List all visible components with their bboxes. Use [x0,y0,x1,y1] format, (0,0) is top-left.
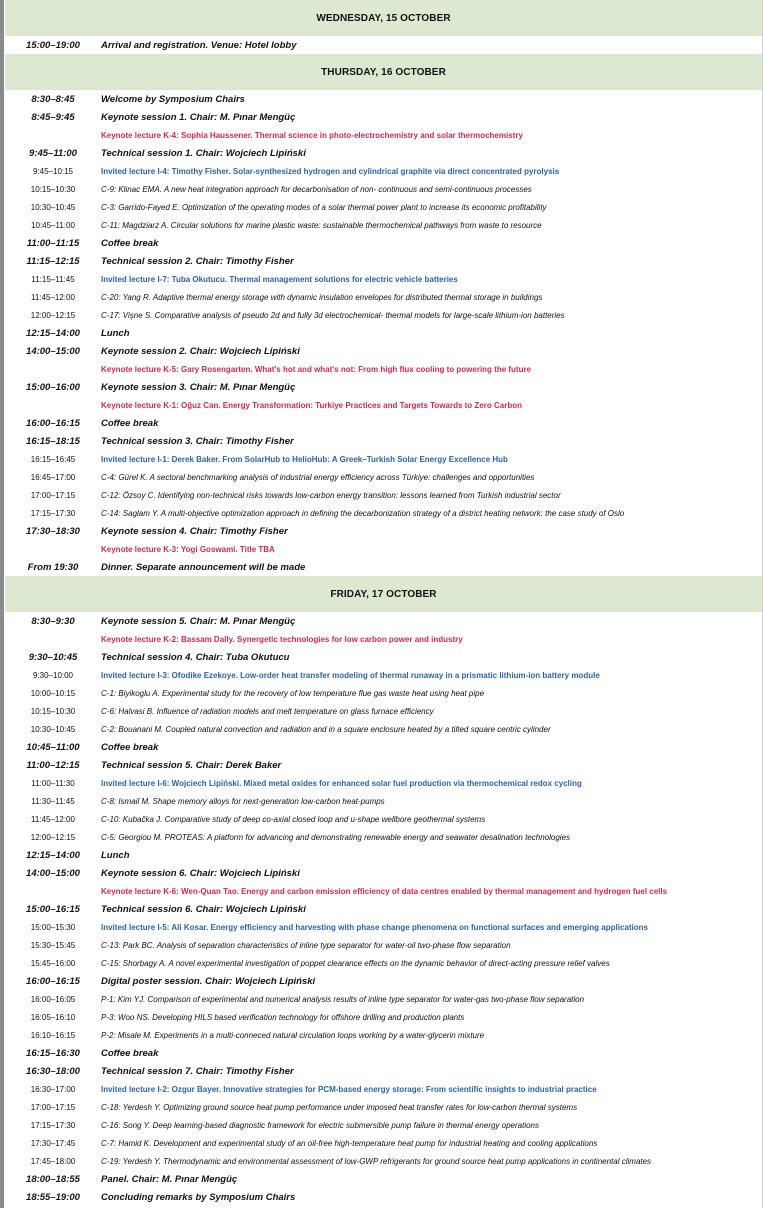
session-description: Concluding remarks by Symposium Chairs [101,1191,296,1203]
time-slot: 16:45–17:00 [30,472,76,482]
schedule-row-major [5,738,762,756]
schedule-row-major [5,234,762,252]
schedule-row-contrib [5,180,762,198]
time-slot: 16:00–16:15 [26,417,80,429]
time-slot: 16:30–18:00 [26,1065,80,1077]
schedule-row-keynote [5,630,762,648]
schedule-row-major [5,432,762,450]
schedule-row-contrib [5,792,762,810]
session-description: Keynote lecture K-5: Gary Rosengarten. What's hot and what's not: From high flux cooling to powering the future [101,364,532,374]
day-section [5,54,762,576]
session-description: Coffee break [101,741,159,753]
time-slot: 10:30–10:45 [30,724,76,734]
time-slot: 16:10–16:15 [30,1030,76,1040]
time-slot: 9:30–10:45 [28,651,78,663]
schedule-row-major [5,252,762,270]
schedule-row-major [5,378,762,396]
time-slot: 11:45–12:00 [31,814,75,824]
schedule-row-contrib [5,1026,762,1044]
schedule-row-major [5,1170,762,1188]
program-schedule [5,0,762,1206]
schedule-row-major [5,522,762,540]
schedule-row-contrib [5,720,762,738]
schedule-row-invited [5,270,762,288]
time-slot: 17:45–18:00 [30,1156,76,1166]
session-description: Arrival and registration. Venue: Hotel lobby [101,39,297,51]
session-description: Coffee break [101,417,159,429]
schedule-row-contrib [5,1098,762,1116]
session-description: Keynote lecture K-2: Bassam Dally. Synergetic technologies for low carbon power and industry [101,634,463,644]
schedule-row-contrib [5,954,762,972]
session-description: Lunch [101,327,130,339]
time-slot: 11:00–11:15 [26,237,80,249]
schedule-row-keynote [5,126,762,144]
session-description: Keynote session 6. Chair: Wojciech Lipiński [101,867,300,879]
schedule-row-major [5,90,762,108]
session-description: Invited lecture I-4: Timothy Fisher. Solar-synthesized hydrogen and cylindrical graphite via direct concentrated pyrolysis [101,166,560,176]
day-header: THURSDAY, 16 OCTOBER [5,54,762,90]
session-description: C-3: Garrido-Fayed E. Optimization of the operating modes of a solar thermal power plant to increase its economic profitability [101,202,547,212]
schedule-row-keynote [5,540,762,558]
time-slot: 12:15–14:00 [26,327,80,339]
schedule-row-invited [5,1080,762,1098]
time-slot: 14:00–15:00 [26,867,80,879]
time-slot: 11:30–11:45 [31,796,75,806]
time-slot: 11:00–11:30 [31,778,75,788]
time-slot: 16:30–17:00 [30,1084,76,1094]
time-slot: 17:15–17:30 [30,508,76,518]
schedule-row-invited [5,918,762,936]
time-slot: 10:15–10:30 [30,184,76,194]
session-description: C-10: Kubačka J. Comparative study of deep co-axial closed loop and u-shape wellbore geothermal systems [101,814,486,824]
time-slot: 12:00–12:15 [30,310,76,320]
session-description: C-14: Saglam Y. A multi-objective optimization approach in defining the decarbonization strategy of a district heating network: the case study of Oslo [101,508,625,518]
session-description: C-7: Hamid K. Development and experimental study of an oil-free high-temperature heat pump for industrial heating and cooling applications [101,1138,598,1148]
schedule-row-contrib [5,1116,762,1134]
schedule-row-contrib [5,684,762,702]
time-slot: 8:45–9:45 [31,111,75,123]
session-description: Coffee break [101,237,159,249]
session-description: C-9: Klinac EMA. A new heat integration approach for decarbonisation of non- continuous and semi-continuous processes [101,184,532,194]
session-description: Keynote session 5. Chair: M. Pınar Mengüç [101,615,296,627]
schedule-row-keynote [5,396,762,414]
schedule-row-major [5,864,762,882]
schedule-row-major [5,558,762,576]
session-description: C-8: Ismail M. Shape memory alloys for next-generation low-carbon heat-pumps [101,796,385,806]
session-description: Technical session 2. Chair: Timothy Fisher [101,255,294,267]
time-slot: 17:00–17:15 [30,490,76,500]
time-slot: 12:15–14:00 [26,849,80,861]
session-description: Invited lecture I-6: Wojciech Lipiński. Mixed metal oxides for enhanced solar fuel production via thermochemical redox cycling [101,778,582,788]
session-description: C-20: Yang R. Adaptive thermal energy storage with dynamic insulation envelopes for distributed thermal storage in buildings [101,292,543,302]
session-description: Keynote lecture K-4: Sophia Haussener. Thermal science in photo-electrochemistry and solar thermochemistry [101,130,523,140]
time-slot: 12:00–12:15 [30,832,76,842]
time-slot: 14:00–15:00 [26,345,80,357]
session-description: C-11: Magdziarz A. Circular solutions for marine plastic waste: sustainable thermochemical pathways from waste to resource [101,220,542,230]
schedule-row-contrib [5,810,762,828]
session-description: Technical session 6. Chair: Wojciech Lipiński [101,903,306,915]
day-section [5,576,762,1206]
schedule-row-major [5,846,762,864]
schedule-row-contrib [5,828,762,846]
session-description: Digital poster session. Chair: Wojciech Lipiński [101,975,316,987]
schedule-row-contrib [5,198,762,216]
time-slot: 16:05–16:10 [30,1012,76,1022]
time-slot: 17:00–17:15 [30,1102,76,1112]
time-slot: 8:30–9:30 [31,615,75,627]
session-description: Keynote lecture K-1: Oğuz Can. Energy Transformation: Turkiye Practices and Targets Towards to Zero Carbon [101,400,522,410]
time-slot: 15:30–15:45 [30,940,76,950]
schedule-row-contrib [5,216,762,234]
session-description: Invited lecture I-5: Ali Kosar. Energy efficiency and harvesting with phase change phenomena on functional surfaces and emerging applications [101,922,648,932]
schedule-row-major [5,342,762,360]
time-slot: 10:00–10:15 [30,688,76,698]
time-slot: 15:45–16:00 [30,958,76,968]
time-slot: 9:45–11:00 [29,147,77,159]
session-description: Welcome by Symposium Chairs [101,93,245,105]
schedule-row-contrib [5,1152,762,1170]
time-slot: 11:15–12:15 [26,255,80,267]
schedule-row-major [5,612,762,630]
session-description: C-15: Shorbagy A. A novel experimental investigation of poppet clearance effects on the dynamic behavior of direct-acting pressure relief valves [101,958,610,968]
schedule-row-invited [5,450,762,468]
day-header: FRIDAY, 17 OCTOBER [5,576,762,612]
schedule-row-major [5,900,762,918]
session-description: C-19: Yerdesh Y. Thermodynamic and environmental assessment of low-GWP refrigerants for ground source heat pump applications in continental climates [101,1156,652,1166]
session-description: Keynote session 4. Chair: Timothy Fisher [101,525,288,537]
session-description: Keynote session 3. Chair: M. Pınar Mengüç [101,381,296,393]
day-header: WEDNESDAY, 15 OCTOBER [5,0,762,36]
session-description: Coffee break [101,1047,159,1059]
time-slot: 11:15–11:45 [31,274,75,284]
time-slot: 10:15–10:30 [30,706,76,716]
schedule-row-contrib [5,486,762,504]
time-slot: 9:30–10:00 [32,670,74,680]
time-slot: 16:15–16:30 [26,1047,80,1059]
schedule-row-major [5,36,762,54]
schedule-row-invited [5,162,762,180]
day-section [5,0,762,54]
schedule-row-major [5,324,762,342]
time-slot: 18:55–19:00 [26,1191,80,1203]
session-description: Invited lecture I-3: Ofodike Ezekoye. Low-order heat transfer modeling of thermal runaway in a prismatic lithium-ion battery module [101,670,600,680]
session-description: Technical session 7. Chair: Timothy Fisher [101,1065,294,1077]
schedule-row-contrib [5,990,762,1008]
schedule-row-contrib [5,1008,762,1026]
session-description: Technical session 3. Chair: Timothy Fisher [101,435,294,447]
time-slot: 16:00–16:05 [30,994,76,1004]
time-slot: 11:00–12:15 [26,759,80,771]
session-description: Technical session 4. Chair: Tuba Okutucu [101,651,290,663]
schedule-row-major [5,144,762,162]
time-slot: 9:45–10:15 [32,166,74,176]
session-description: Invited lecture I-7: Tuba Okutucu. Thermal management solutions for electric vehicle batteries [101,274,458,284]
session-description: C-6: Halvasi B. Influence of radiation models and melt temperature on glass furnace efficiency [101,706,434,716]
schedule-row-contrib [5,306,762,324]
schedule-row-contrib [5,504,762,522]
session-description: C-18: Yerdesh Y. Optimizing ground source heat pump performance under imposed heat transfer rates for low-carbon thermal systems [101,1102,578,1112]
time-slot: 15:00–16:15 [26,903,80,915]
session-description: Keynote lecture K-6: Wen-Quan Tao. Energy and carbon emission efficiency of data centres enabled by thermal management and hydrogen fuel cells [101,886,668,896]
time-slot: 8:30–8:45 [31,93,75,105]
session-description: Invited lecture I-2: Ozgur Bayer. Innovative strategies for PCM-based energy storage: From scientific insights to industrial practice [101,1084,597,1094]
schedule-row-contrib [5,936,762,954]
schedule-row-invited [5,774,762,792]
session-description: C-4: Gürel K. A sectoral benchmarking analysis of industrial energy efficiency across Türkiye: challenges and opportunities [101,472,535,482]
session-description: Dinner. Separate announcement will be made [101,561,306,573]
time-slot: 16:15–18:15 [26,435,80,447]
time-slot: 11:45–12:00 [31,292,75,302]
schedule-row-keynote [5,360,762,378]
time-slot: 15:00–19:00 [26,39,80,51]
time-slot: 16:00–16:15 [26,975,80,987]
session-description: C-17: Vişne S. Comparative analysis of pseudo 2d and fully 3d electrochemical- thermal models for large-scale lithium-ion batteries [101,310,565,320]
schedule-row-major [5,1044,762,1062]
time-slot: 10:30–10:45 [30,202,76,212]
schedule-row-major [5,1062,762,1080]
schedule-row-invited [5,666,762,684]
schedule-row-major [5,108,762,126]
schedule-row-major [5,648,762,666]
session-description: Panel. Chair: M. Pınar Mengüç [101,1173,238,1185]
session-description: C-5: Georgiou M. PROTEAS: A platform for advancing and demonstrating renewable energy and seawater desalination technologies [101,832,570,842]
session-description: P-3: Woo NS. Developing HILS based verification technology for offshore drilling and production plants [101,1012,465,1022]
time-slot: 17:30–18:30 [26,525,80,537]
session-description: C-2: Bouanani M. Coupled natural convection and radiation and in a square enclosure heated by a tilted square centric cylinder [101,724,551,734]
time-slot: 16:15–16:45 [30,454,76,464]
schedule-row-contrib [5,1134,762,1152]
session-description: C-1: Biyikoglu A. Experimental study for the recovery of low temperature flue gas waste heat using heat pipe [101,688,485,698]
schedule-row-contrib [5,702,762,720]
session-description: Keynote session 2. Chair: Wojciech Lipiński [101,345,300,357]
session-description: Keynote session 1. Chair: M. Pınar Mengüç [101,111,296,123]
time-slot: 17:15–17:30 [30,1120,76,1130]
time-slot: 10:45–11:00 [26,741,80,753]
time-slot: 15:00–16:00 [26,381,80,393]
time-slot: 10:45–11:00 [31,220,75,230]
schedule-row-major [5,1188,762,1206]
schedule-row-major [5,756,762,774]
schedule-row-major [5,414,762,432]
time-slot: 18:00–18:55 [26,1173,80,1185]
time-slot: From 19:30 [27,561,79,573]
session-description: Lunch [101,849,130,861]
schedule-row-keynote [5,882,762,900]
session-description: Technical session 1. Chair: Wojciech Lipiński [101,147,306,159]
session-description: C-12: Özsoy C. Identifying non-technical risks towards low-carbon energy transition: lessons learned from Turkish industrial sector [101,490,561,500]
session-description: P-2: Misale M. Experiments in a multi-conneced natural circulation loops working by a water-glycerin mixture [101,1030,485,1040]
session-description: Invited lecture I-1: Derek Baker. From SolarHub to HelioHub: A Greek–Turkish Solar Energy Excellence Hub [101,454,508,464]
session-description: Keynote lecture K-3: Yogi Goswami. Title TBA [101,544,275,554]
schedule-row-major [5,972,762,990]
schedule-row-contrib [5,288,762,306]
time-slot: 15:00–15:30 [30,922,76,932]
schedule-row-contrib [5,468,762,486]
time-slot: 17:30–17:45 [30,1138,76,1148]
session-description: C-13: Park BC. Analysis of separation characteristics of inline type separator for water-oil two-phase flow separation [101,940,511,950]
session-description: C-16: Song Y. Deep learning-based diagnostic framework for electric submersible pump failure in thermal energy operations [101,1120,540,1130]
page-left-edge [0,0,4,1208]
session-description: P-1: Kim YJ. Comparison of experimental and numerical analysis results of inline type separator for water-gas two-phase flow separation [101,994,585,1004]
session-description: Technical session 5. Chair: Derek Baker [101,759,282,771]
